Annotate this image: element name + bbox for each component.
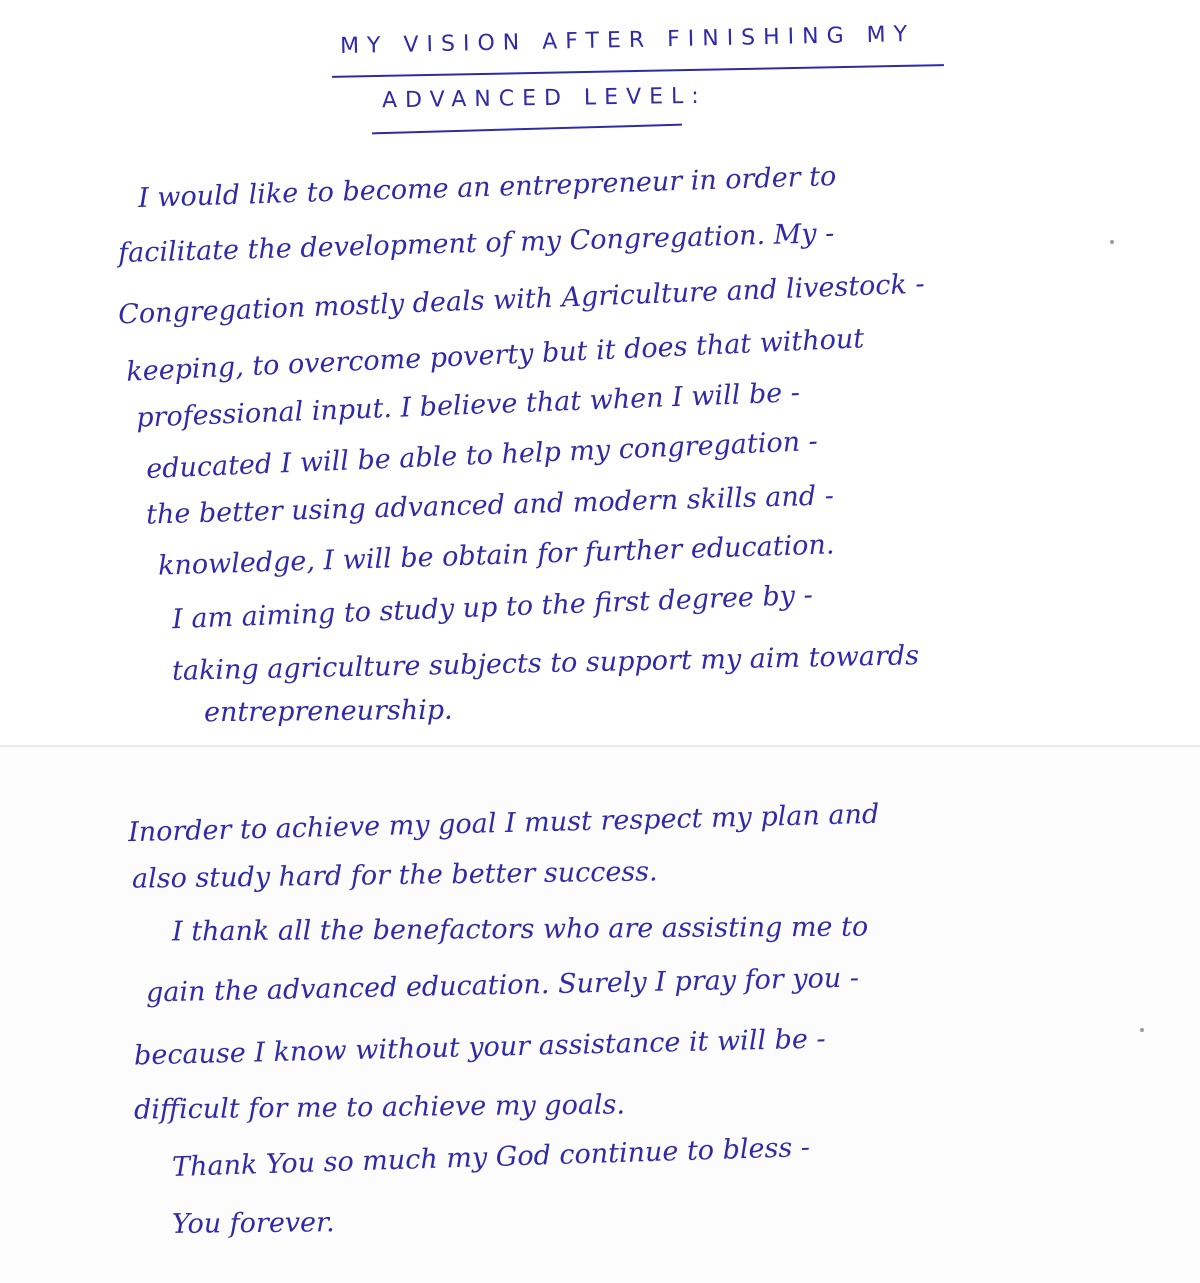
- paragraph-1-line: professional input. I believe that when I will be -: [135, 377, 801, 434]
- paragraph-2-line: I thank all the benefactors who are assisting me to: [171, 911, 869, 948]
- paragraph-1-line: I am aiming to study up to the first degree by -: [171, 579, 814, 636]
- paragraph-1-line: facilitate the development of my Congregation. My -: [117, 218, 835, 269]
- paragraph-1-line: I would like to become an entrepreneur in order to: [137, 161, 837, 214]
- paragraph-1-line: Congregation mostly deals with Agriculture and livestock -: [117, 268, 926, 331]
- paragraph-2-line: Thank You so much my God continue to bless -: [171, 1131, 811, 1184]
- paragraph-1-line: educated I will be able to help my congregation -: [145, 425, 819, 486]
- paragraph-2-line: because I know without your assistance it will be -: [133, 1023, 826, 1072]
- paragraph-2-line: difficult for me to achieve my goals.: [133, 1089, 626, 1126]
- paragraph-1-line: knowledge, I will be obtain for further education.: [157, 529, 835, 582]
- paragraph-2-line: gain the advanced education. Surely I pray for you -: [145, 962, 860, 1009]
- paragraph-2-line: You forever.: [171, 1207, 335, 1240]
- letter-title-line-1: MY VISION AFTER FINISHING MY: [339, 21, 916, 60]
- paragraph-2-line: Inorder to achieve my goal I must respect my plan and: [127, 798, 880, 849]
- scan-speck: [1140, 1028, 1144, 1032]
- letter-title-line-2: ADVANCED LEVEL:: [381, 83, 707, 114]
- paragraph-2-line: also study hard for the better success.: [131, 856, 658, 895]
- paragraph-1-line: the better using advanced and modern skills and -: [145, 480, 835, 531]
- paragraph-1-line: keeping, to overcome poverty but it does that without: [125, 323, 865, 388]
- scan-speck: [1110, 240, 1114, 244]
- paragraph-1-line: entrepreneurship.: [203, 694, 453, 729]
- paragraph-1-line: taking agriculture subjects to support my aim towards: [171, 640, 920, 687]
